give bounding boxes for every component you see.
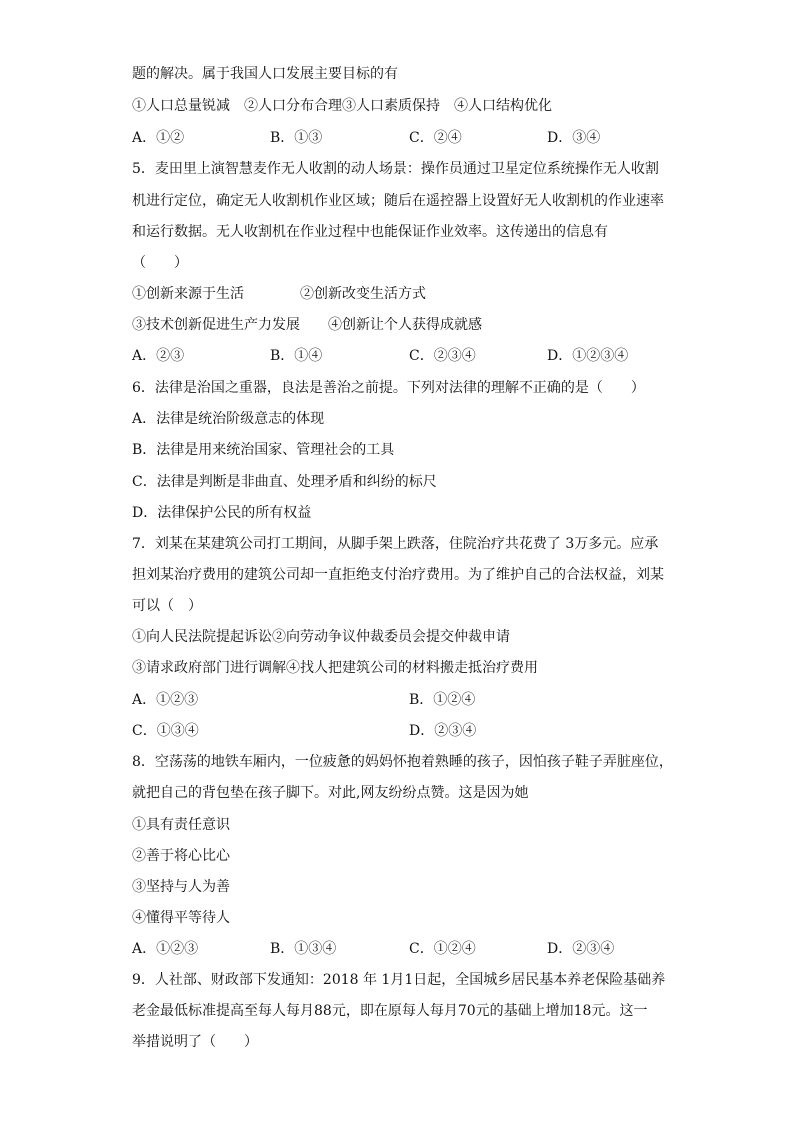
q8-item-2: ②善于将心比心 [132,848,230,864]
q7-option-c: C．①③④ [132,723,199,739]
q4-stem-end: 题的解决。属于我国人口发展主要目标的有 [132,66,398,82]
q7-option-a: A．①②③ [132,692,199,708]
q5-option-d: D．①②③④ [547,348,629,364]
q5-stem-line-1: 5．麦田里上演智慧麦作无人收割的动人场景：操作员通过卫星定位系统操作无人收割 [132,161,659,177]
q5-items-line-1: ①创新来源于生活 ②创新改变生活方式 [132,286,426,302]
q9-stem-line-2: 老金最低标准提高至每人每月88元，即在原每人每月70元的基础上增加18元。这一 [132,1003,648,1019]
q6-stem: 6．法律是治国之重器，良法是善治之前提。下列对法律的理解不正确的是（ ） [132,380,645,396]
q5-stem-line-2: 机进行定位，确定无人收割机作业区域；随后在遥控器上设置好无人收割机的作业速率 [132,193,664,209]
q6-option-b: B．法律是用来统治国家、管理社会的工具 [132,442,395,458]
q7-option-d: D．②③④ [409,723,477,739]
q6-option-d: D．法律保护公民的所有权益 [132,505,312,521]
q4-option-a: A．①② [132,130,185,146]
q4-items: ①人口总量锐减 ②人口分布合理③人口素质保持 ④人口结构优化 [132,98,552,114]
q8-option-a: A．①②③ [132,941,199,957]
q5-items-line-2: ③技术创新促进生产力发展 ④创新让个人获得成就感 [132,317,482,333]
q7-stem-line-1: 7．刘某在某建筑公司打工期间，从脚手架上跌落，住院治疗共花费了 3万多元。应承 [132,536,659,552]
q5-option-c: C．②③④ [409,348,476,364]
q5-stem-line-3: 和运行数据。无人收割机在作业过程中也能保证作业效率。这传递出的信息有 [132,224,608,240]
q8-stem-line-1: 8．空荡荡的地铁车厢内，一位疲惫的妈妈怀抱着熟睡的孩子，因怕孩子鞋子弄脏座位， [132,754,673,770]
q4-option-d: D．③④ [547,130,601,146]
q7-stem-line-3: 可以（ ） [132,598,202,614]
q7-option-b: B．①②④ [409,692,476,708]
q8-option-c: C．①②④ [409,941,476,957]
q9-stem-line-1: 9．人社部、财政部下发通知：2018 年 1月1日起，全国城乡居民基本养老保险基础养 [132,972,666,988]
q7-items-line-2: ③请求政府部门进行调解④找人把建筑公司的材料搬走抵治疗费用 [132,660,538,676]
q6-option-c: C．法律是判断是非曲直、处理矛盾和纠纷的标尺 [132,474,437,490]
q5-option-a: A．②③ [132,348,185,364]
q8-item-4: ④懂得平等待人 [132,910,230,926]
q4-option-b: B．①③ [270,130,323,146]
q8-stem-line-2: 就把自己的背包垫在孩子脚下。对此,网友纷纷点赞。这是因为她 [132,785,529,801]
q8-option-b: B．①③④ [270,941,337,957]
q5-answer-blank: （ ） [132,255,188,271]
q5-option-b: B．①④ [270,348,323,364]
q8-option-d: D．②③④ [547,941,615,957]
q8-item-1: ①具有责任意识 [132,817,230,833]
q7-items-line-1: ①向人民法院提起诉讼②向劳动争议仲裁委员会提交仲裁申请 [132,629,510,645]
q7-stem-line-2: 担刘某治疗费用的建筑公司却一直拒绝支付治疗费用。为了维护自己的合法权益，刘某 [132,567,664,583]
q6-option-a: A．法律是统治阶级意志的体现 [132,411,325,427]
q4-option-c: C．②④ [409,130,462,146]
q9-stem-line-3: 举措说明了（ ） [132,1034,258,1050]
q8-item-3: ③坚持与人为善 [132,879,230,895]
